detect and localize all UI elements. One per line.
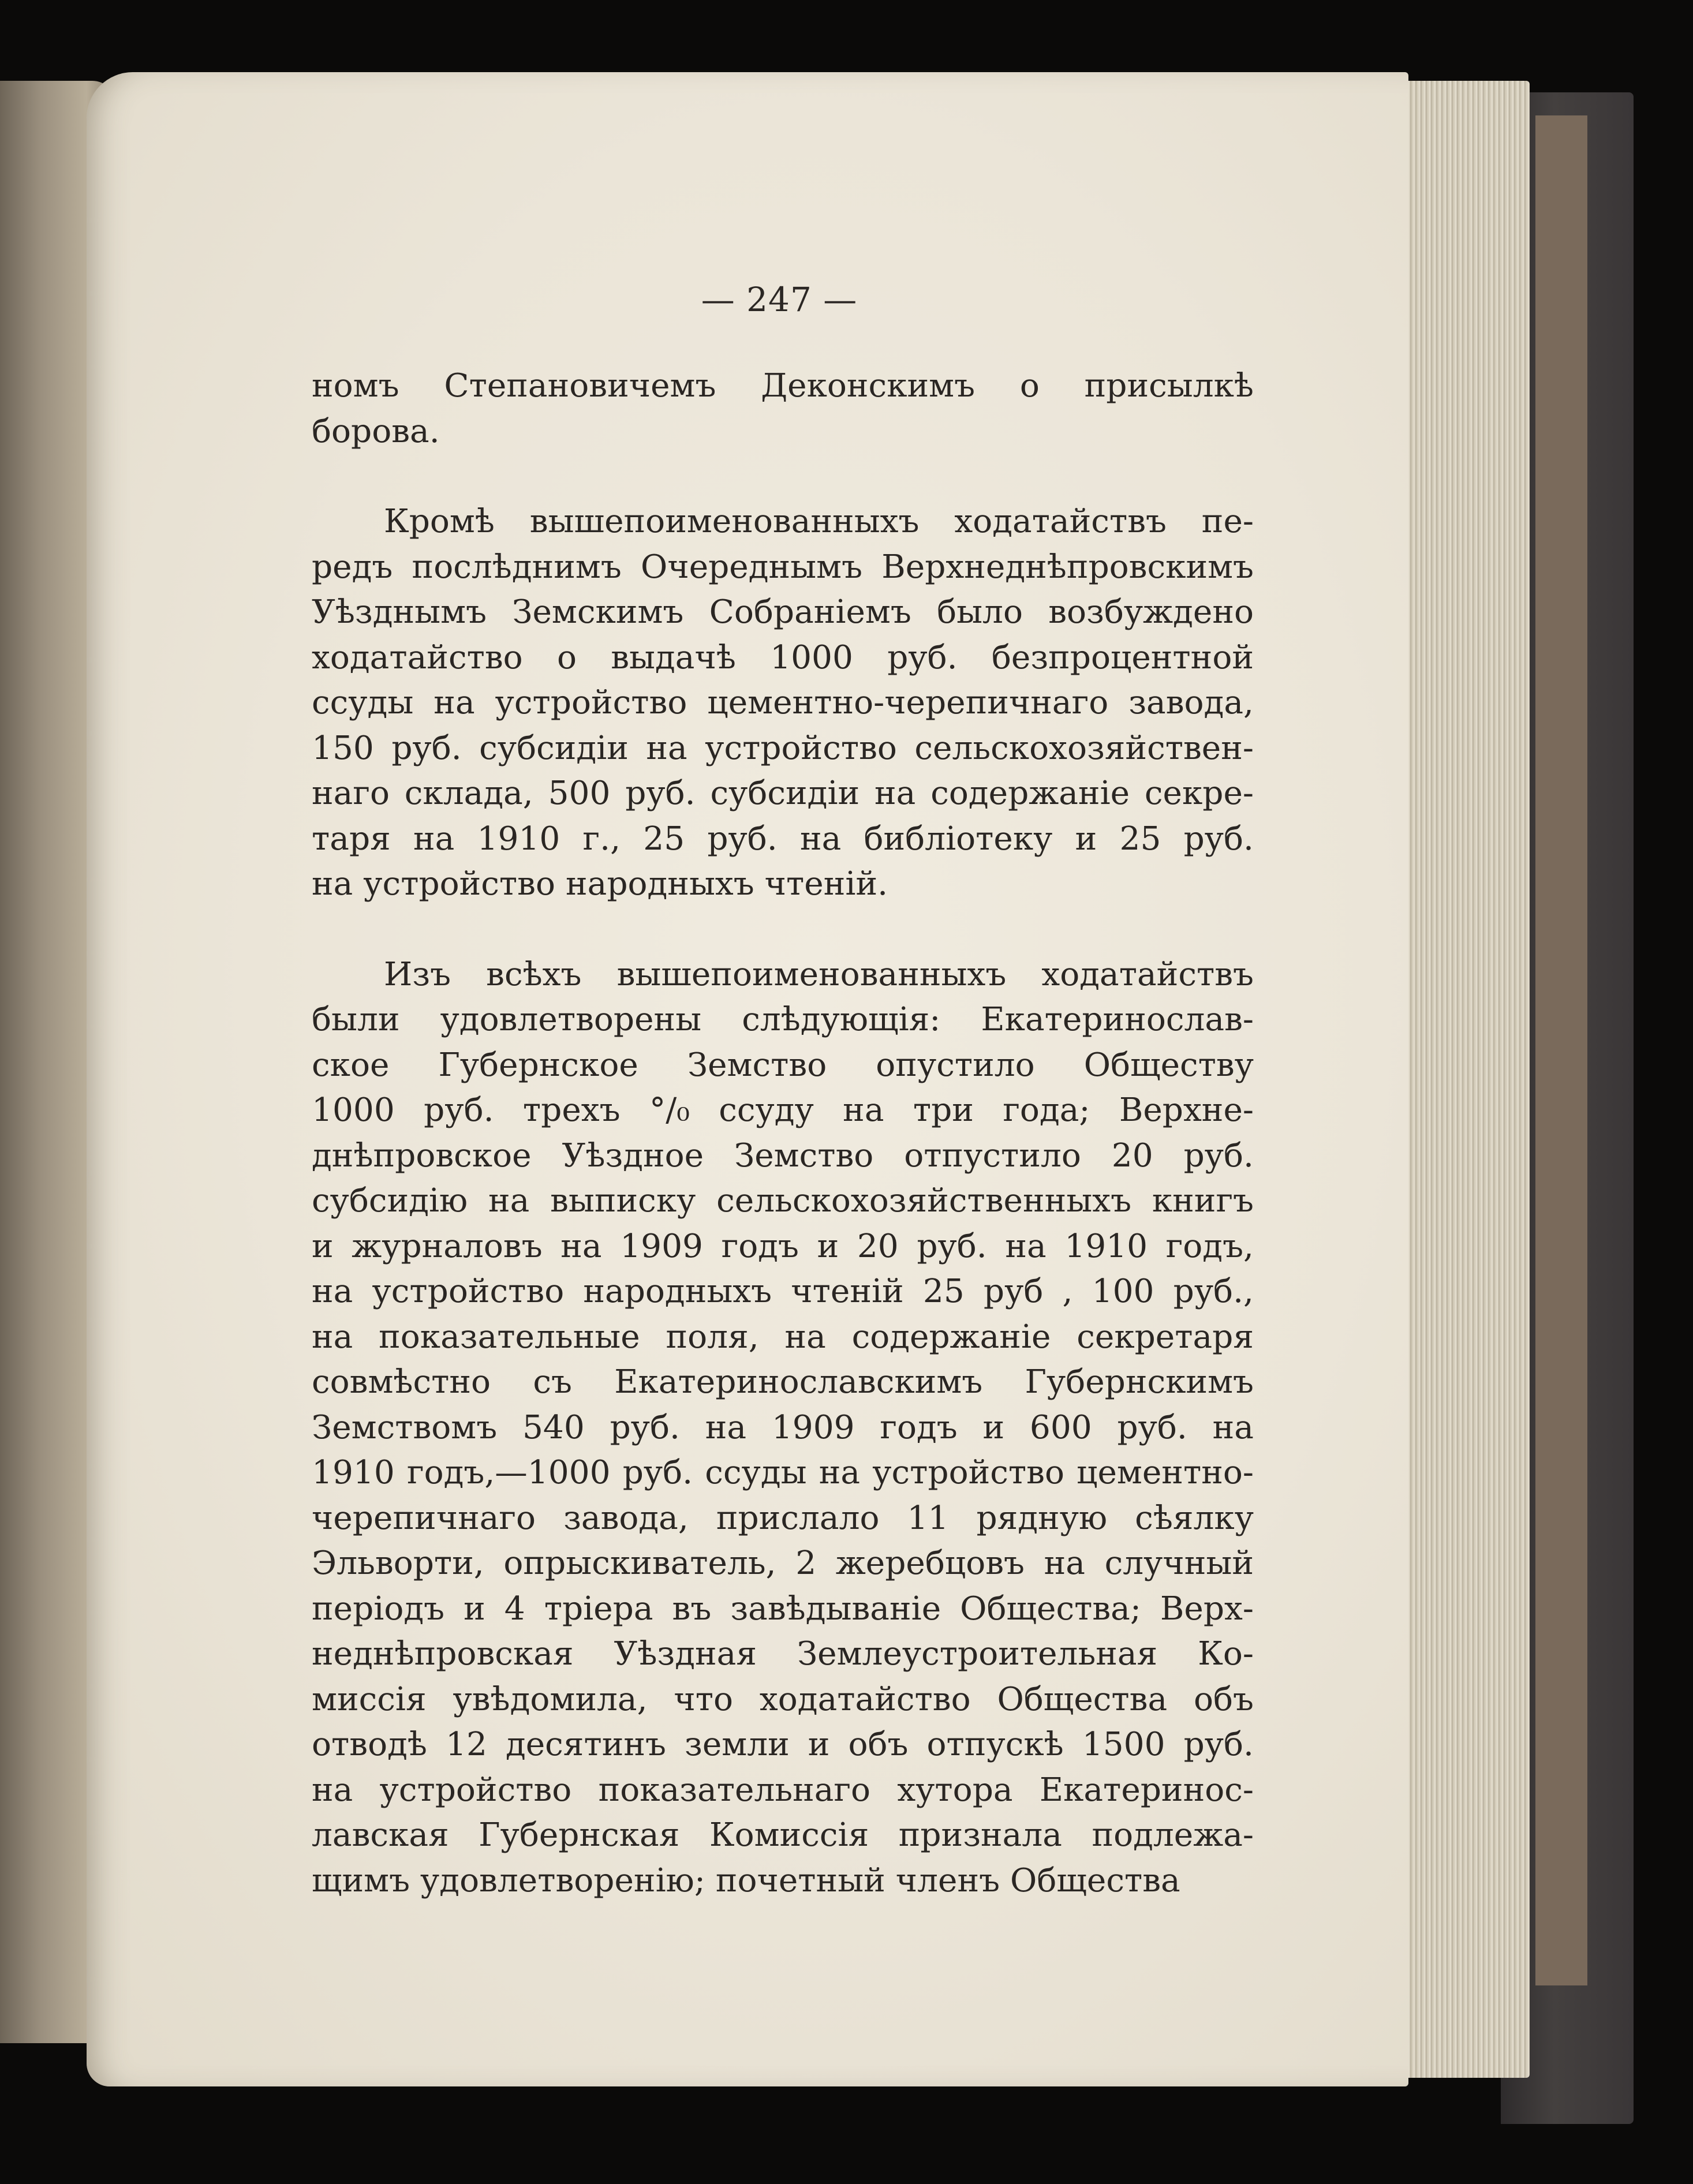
text-line: Эльворти, опрыскиватель, 2 жеребцовъ на случный [312,1544,1254,1582]
text-line: таря на 1910 г., 25 руб. на библіотеку и 25 руб. [312,820,1254,858]
text-line: Земствомъ 540 руб. на 1909 годъ и 600 руб. на [312,1408,1254,1446]
text-line: лавская Губернская Комиссія признала подлежа- [312,1816,1254,1854]
text-line: на устройство народныхъ чтеній 25 руб , 100 руб., [312,1273,1254,1310]
text-line: Изъ всѣхъ вышепоименованныхъ ходатайствъ [384,955,1254,993]
text-line: борова. [312,412,440,450]
text-line: на показательные поля, на содержаніе секретаря [312,1318,1254,1356]
text-line: и журналовъ на 1909 годъ и 20 руб. на 1910 годъ, [312,1227,1254,1265]
text-line: ское Губернское Земство опустило Обществу [312,1046,1254,1084]
paragraph-gap [312,907,1254,952]
cover-endpaper [1535,115,1587,1985]
text-line: Уѣзднымъ Земскимъ Собраніемъ было возбуждено [312,593,1254,631]
text-line: совмѣстно съ Екатеринославскимъ Губернскимъ [312,1363,1254,1401]
text-line: отводѣ 12 десятинъ земли и объ отпускѣ 1500 руб. [312,1726,1254,1763]
text-line: періодъ и 4 тріера въ завѣдываніе Общества; Верх- [312,1590,1254,1628]
text-line: Кромѣ вышепоименованныхъ ходатайствъ пе- [384,503,1254,540]
page-number: — 247 — [701,280,858,319]
text-line: 1000 руб. трехъ °/₀ ссуду на три года; Верхне- [312,1091,1254,1129]
text-line: днѣпровское Уѣздное Земство отпустило 20 руб. [312,1136,1254,1175]
text-line: неднѣпровская Уѣздная Землеустроительная Ко- [312,1635,1254,1673]
text-line: ссуды на устройство цементно-черепичнаго завода, [312,684,1254,721]
paragraph-gap [312,454,1254,499]
text-line: ходатайство о выдачѣ 1000 руб. безпроцентной [312,638,1254,676]
text-line: редъ послѣднимъ Очереднымъ Верхнеднѣпровскимъ [312,548,1254,586]
text-line: субсидію на выписку сельскохозяйственныхъ книгъ [312,1182,1254,1220]
text-line: наго склада, 500 руб. субсидіи на содержаніе секре- [312,775,1254,812]
text-line: щимъ удовлетворенію; почетный членъ Общества [312,1861,1180,1899]
book-page [87,72,1408,2086]
page-edges [1397,81,1530,2078]
text-line: миссія увѣдомила, что ходатайство Общества объ [312,1680,1254,1718]
text-line: номъ Степановичемъ Деконскимъ о присылкѣ [312,367,1254,405]
text-line: черепичнаго завода, прислало 11 рядную сѣялку [312,1499,1254,1537]
text-line: 150 руб. субсидіи на устройство сельскохозяйствен- [312,729,1254,767]
text-line: были удовлетворены слѣдующія: Екатеринослав- [312,1001,1254,1038]
body-text [312,364,1254,1903]
text-line: на устройство народныхъ чтеній. [312,865,888,903]
text-line: на устройство показательнаго хутора Екатеринос- [312,1771,1254,1809]
text-line: 1910 годъ,—1000 руб. ссуды на устройство цементно- [312,1454,1254,1491]
